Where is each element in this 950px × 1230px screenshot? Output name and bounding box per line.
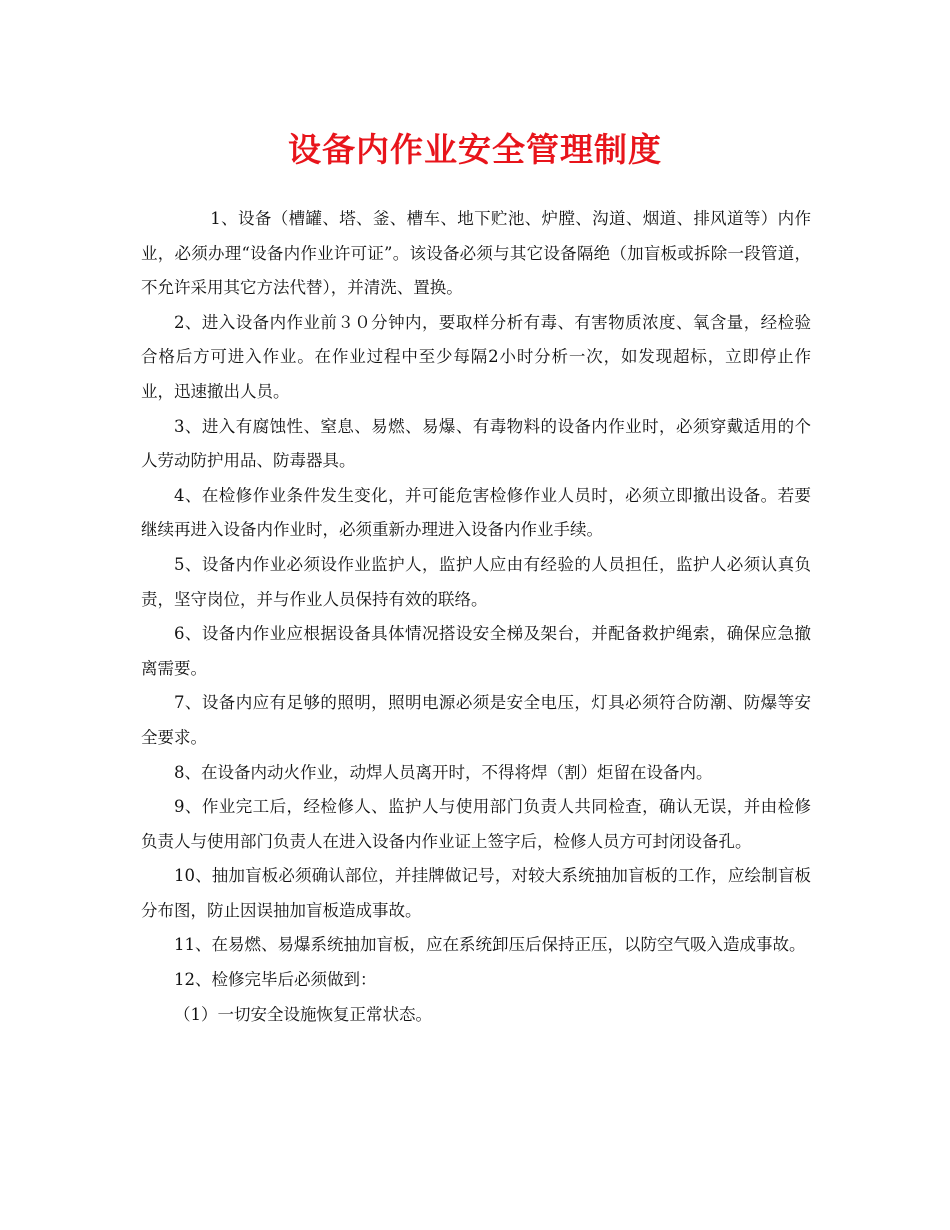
sub-item-1: （1）一切安全设施恢复正常状态。 [174,1004,432,1024]
document-body [141,202,811,1032]
document-title: 设备内作业安全管理制度 [288,130,662,169]
paragraph-12: 12、检修完毕后必须做到： [174,970,377,990]
paragraph-4: 4、在检修作业条件发生变化，并可能危害检修作业人员时，必须立即撤出设备。若要继续再进入设备内作业时，必须重新办理进入设备内作业手续。 [141,485,811,540]
paragraph-5: 5、设备内作业必须设作业监护人，监护人应由有经验的人员担任，监护人必须认真负责，坚守岗位，并与作业人员保持有效的联络。 [141,554,811,609]
paragraph-9: 9、作业完工后，经检修人、监护人与使用部门负责人共同检查，确认无误，并由检修负责人与使用部门负责人在进入设备内作业证上签字后，检修人员方可封闭设备孔。 [141,797,811,851]
paragraph-10: 10、抽加盲板必须确认部位，并挂牌做记号，对较大系统抽加盲板的工作，应绘制盲板分布图，防止因误抽加盲板造成事故。 [141,866,811,920]
paragraph-1: 1、设备（槽罐、塔、釜、槽车、地下贮池、炉膛、沟道、烟道、排风道等）内作业，必须办理“设备内作业许可证”。该设备必须与其它设备隔绝（加盲板或拆除一段管道，不允许采用其它方法代替），并清洗、置换。 [141,209,811,298]
paragraph-7: 7、设备内应有足够的照明，照明电源必须是安全电压，灯具必须符合防潮、防爆等安全要求。 [141,693,811,747]
paragraph-6: 6、设备内作业应根据设备具体情况搭设安全梯及架台，并配备救护绳索，确保应急撤离需要。 [141,624,811,678]
paragraph-8: 8、在设备内动火作业，动焊人员离开时，不得将焊（割）炬留在设备内。 [174,762,713,782]
paragraph-3: 3、进入有腐蚀性、窒息、易燃、易爆、有毒物料的设备内作业时，必须穿戴适用的个人劳动防护用品、防毒器具。 [141,416,811,471]
paragraph-2: 2、进入设备内作业前３０分钟内，要取样分析有毒、有害物质浓度、氧含量，经检验合格后方可进入作业。在作业过程中至少每隔2小时分析一次，如发现超标，立即停止作业，迅速撤出人员。 [141,312,811,401]
paragraph-11: 11、在易燃、易爆系统抽加盲板，应在系统卸压后保持正压，以防空气吸入造成事故。 [174,935,806,955]
